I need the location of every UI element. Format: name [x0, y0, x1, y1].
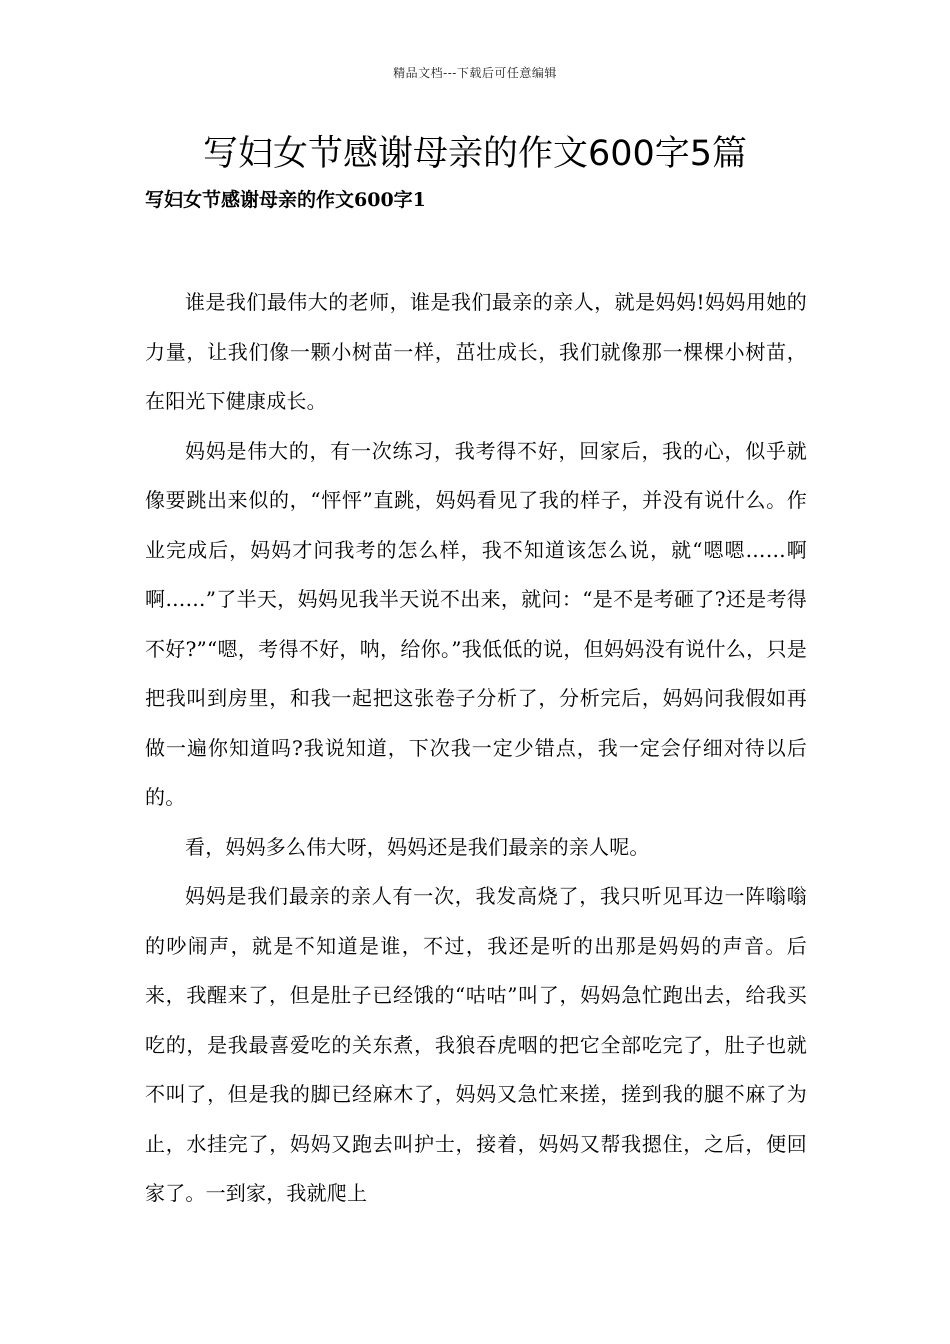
paragraph: 妈妈是伟大的，有一次练习，我考得不好，回家后，我的心，似乎就像要跳出来似的，“怦怦”直跳，妈妈看见了我的样子，并没有说什么。作业完成后，妈妈才问我考的怎么样，我不知道该怎么说，就“嗯嗯……啊啊……”了半天，妈妈见我半天说不出来，就问：“是不是考砸了?还是考得不好?”“嗯，考得不好，呐，给你。”我低低的说，但妈妈没有说什么，只是把我叫到房里，和我一起把这张卷子分析了，分析完后，妈妈问我假如再做一遍你知道吗?我说知道，下次我一定少错点，我一定会仔细对待以后的。 [145, 438, 807, 809]
document-subtitle: 写妇女节感谢母亲的作文600字1 [145, 189, 426, 211]
page-header: 精品文档---下载后可任意编辑 [393, 66, 557, 80]
paragraph: 妈妈是我们最亲的亲人有一次，我发高烧了，我只听见耳边一阵嗡嗡的吵闹声，就是不知道是谁，不过，我还是听的出那是妈妈的声音。后来，我醒来了，但是肚子已经饿的“咕咕”叫了，妈妈急忙跑出去，给我买吃的，是我最喜爱吃的关东煮，我狼吞虎咽的把它全部吃完了，肚子也就不叫了，但是我的脚已经麻木了，妈妈又急忙来搓，搓到我的腿不麻了为止，水挂完了，妈妈又跑去叫护士，接着，妈妈又帮我摁住，之后，便回家了。一到家，我就爬上 [145, 884, 807, 1205]
paragraph: 看，妈妈多么伟大呀，妈妈还是我们最亲的亲人呢。 [185, 834, 650, 859]
document-title: 写妇女节感谢母亲的作文600字5篇 [202, 134, 748, 174]
paragraph: 谁是我们最伟大的老师，谁是我们最亲的亲人，就是妈妈!妈妈用她的力量，让我们像一颗小树苗一样，茁壮成长，我们就像那一棵棵小树苗，在阳光下健康成长。 [145, 290, 807, 413]
document-body [145, 278, 807, 1219]
